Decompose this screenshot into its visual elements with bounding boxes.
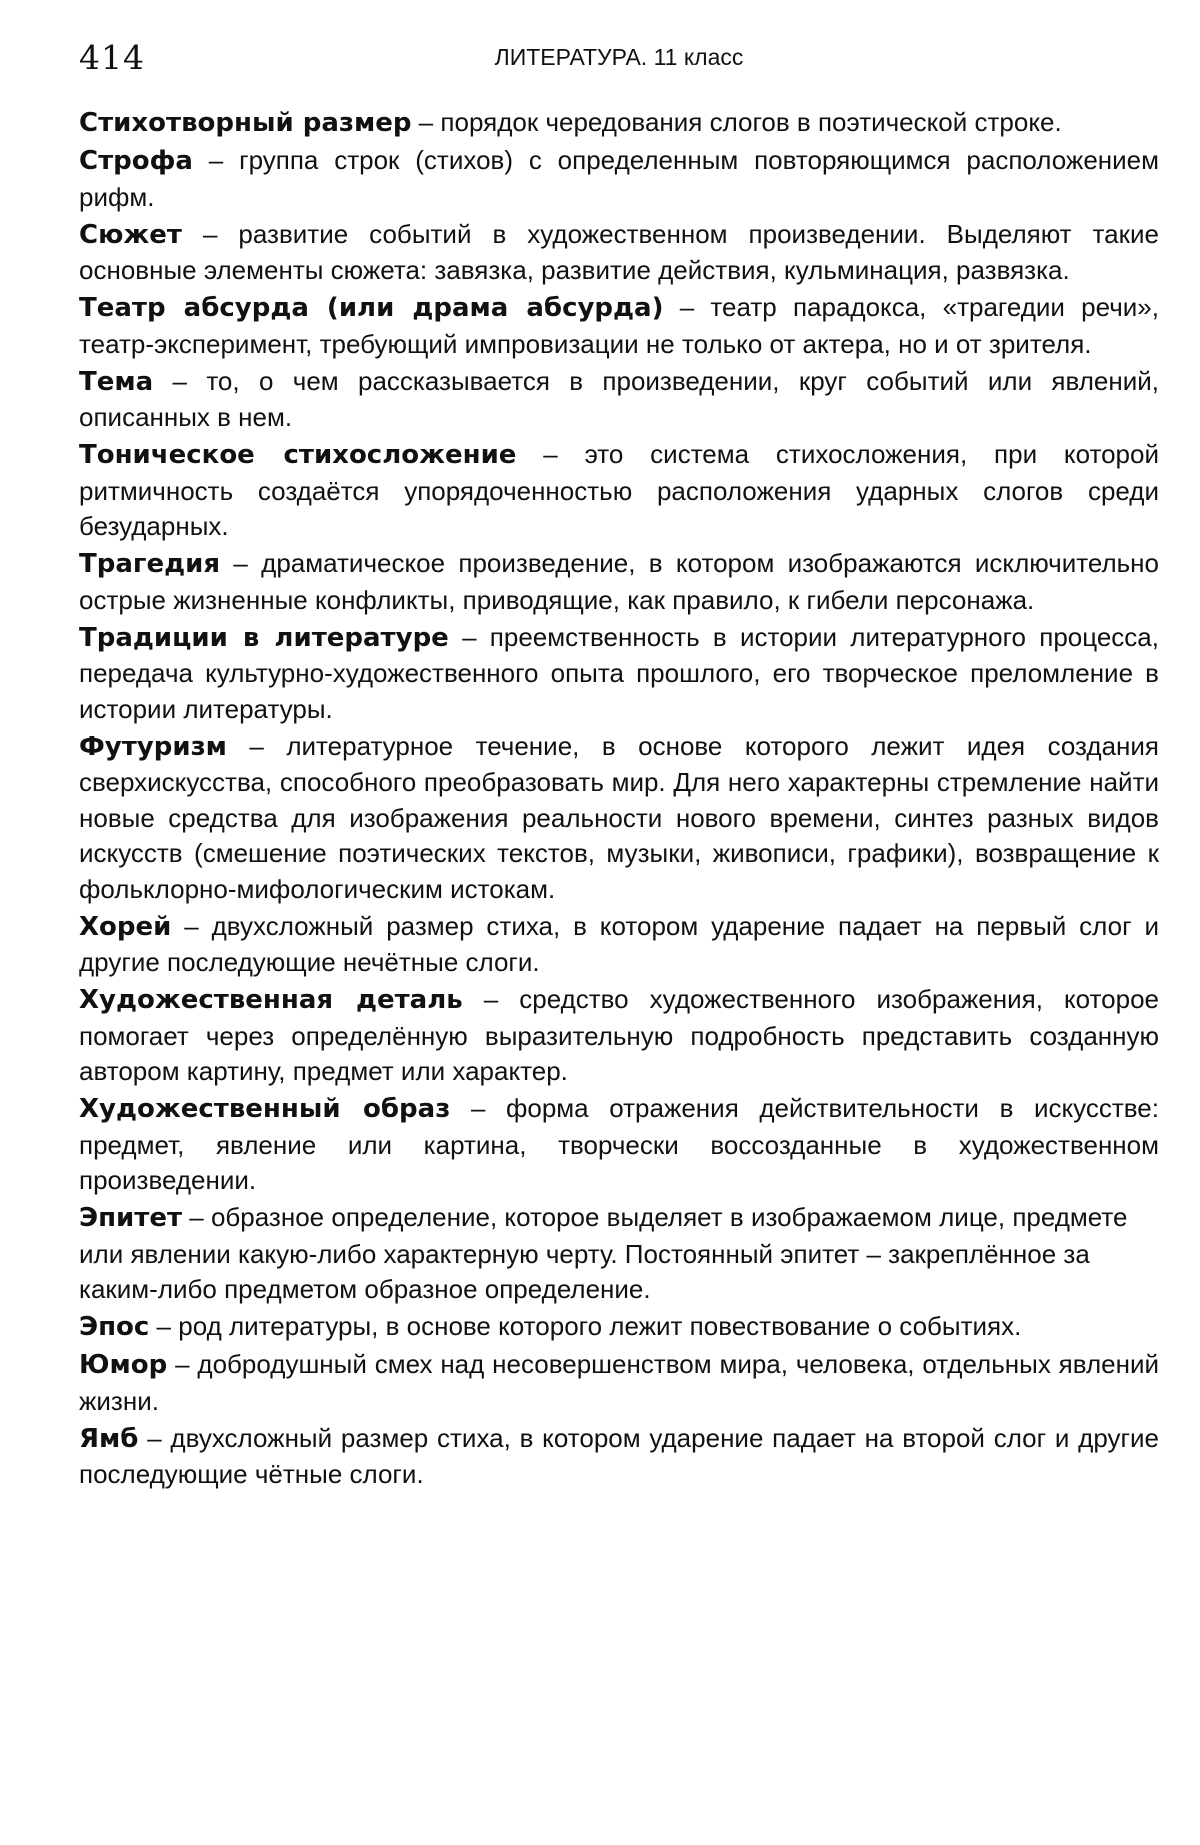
glossary-entry xyxy=(79,143,1159,215)
glossary-entry xyxy=(79,290,1159,362)
glossary-entry xyxy=(79,217,1159,289)
glossary-entry xyxy=(79,620,1159,728)
glossary-entry xyxy=(79,1347,1159,1419)
glossary-entry xyxy=(79,364,1159,436)
glossary-term: Эпос xyxy=(79,1312,150,1342)
glossary-list xyxy=(79,105,1159,1494)
glossary-entry xyxy=(79,1309,1159,1346)
glossary-definition: – средство художественного изображения, которое помогает через определённую выразительную подробность представить созданную автором картину, предмет или характер. xyxy=(79,984,1159,1086)
textbook-page xyxy=(79,0,1159,1845)
glossary-term: Художественная деталь xyxy=(79,985,463,1015)
glossary-definition: – то, о чем рассказывается в произведении, круг событий или явлений, описанных в нем. xyxy=(79,365,1159,432)
glossary-term: Тема xyxy=(79,366,154,397)
page-number: 414 xyxy=(79,38,145,77)
glossary-term: Театр абсурда (или драма абсурда) xyxy=(79,293,664,323)
glossary-entry xyxy=(79,437,1159,545)
glossary-definition: – добродушный смех над несовершенством мира, человека, отдельных явлений жизни. xyxy=(79,1349,1159,1416)
glossary-term: Сюжет xyxy=(79,219,182,250)
glossary-term: Эпитет xyxy=(79,1203,183,1233)
page-header xyxy=(79,0,1159,100)
glossary-term: Ямб xyxy=(79,1423,139,1454)
glossary-entry xyxy=(79,1091,1159,1199)
glossary-term: Тоническое стихосложение xyxy=(79,440,517,470)
glossary-term: Футуризм xyxy=(79,731,227,762)
glossary-definition: – драматическое произведение, в котором изображаются исключительно острые жизненные конфликты, приводящие, как правило, к гибели персонажа. xyxy=(79,548,1159,615)
glossary-definition: – литературное течение, в основе которого лежит идея создания сверхискусства, способного преобразовать мир. Для него характерны стремление найти новые средства для изображения реальности нового времени, синтез разных видов искусств (смешение поэтических текстов, музыки, живописи, графики), возвращение к фольклорно-мифологическим истокам. xyxy=(79,730,1159,904)
running-title: ЛИТЕРАТУРА. 11 класс xyxy=(494,44,744,70)
glossary-definition: – образное определение, которое выделяет в изображаемом лице, предмете или явлении какую-либо характерную черту. Постоянный эпитет – закреплённое за каким-либо предметом образное определение. xyxy=(79,1202,1128,1304)
glossary-definition: – форма отражения действительности в искусстве: предмет, явление или картина, творчески воссозданные в художественном произведении. xyxy=(79,1093,1159,1195)
glossary-term: Традиции в литературе xyxy=(79,622,449,653)
glossary-definition: – театр парадокса, «трагедии речи», театр-эксперимент, требующий импровизации не только от актера, но и от зрителя. xyxy=(79,292,1159,359)
glossary-entry xyxy=(79,909,1159,981)
glossary-definition: – развитие событий в художественном произведении. Выделяют такие основные элементы сюжета: завязка, развитие действия, кульминация, развязка. xyxy=(79,218,1159,285)
glossary-term: Хорей xyxy=(79,911,172,942)
glossary-entry xyxy=(79,105,1159,142)
glossary-definition: – группа строк (стихов) с определенным повторяющимся расположением рифм. xyxy=(79,145,1159,212)
glossary-definition: – род литературы, в основе которого лежит повествование о событиях. xyxy=(149,1311,1022,1341)
glossary-definition: – преемственность в истории литературного процесса, передача культурно-художественного опыта прошлого, его творческое преломление в истории литературы. xyxy=(79,621,1159,724)
glossary-entry xyxy=(79,1421,1159,1493)
glossary-term: Юмор xyxy=(79,1350,168,1380)
glossary-entry xyxy=(79,982,1159,1090)
glossary-definition: – двухсложный размер стиха, в котором ударение падает на первый слог и другие последующие нечётные слоги. xyxy=(79,910,1159,977)
glossary-term: Стихотворный размер xyxy=(79,108,412,138)
glossary-term: Строфа xyxy=(79,146,193,176)
glossary-definition: – это система стихосложения, при которой ритмичность создаётся упорядоченностью расположения ударных слогов среди безударных. xyxy=(79,439,1159,541)
glossary-entry xyxy=(79,729,1159,908)
glossary-entry xyxy=(79,1200,1159,1308)
glossary-entry xyxy=(79,546,1159,618)
glossary-definition: – двухсложный размер стиха, в котором ударение падает на второй слог и другие последующие чётные слоги. xyxy=(79,1422,1159,1489)
glossary-term: Трагедия xyxy=(79,549,221,579)
glossary-term: Художественный образ xyxy=(79,1094,451,1124)
glossary-definition: – порядок чередования слогов в поэтической строке. xyxy=(411,107,1062,137)
